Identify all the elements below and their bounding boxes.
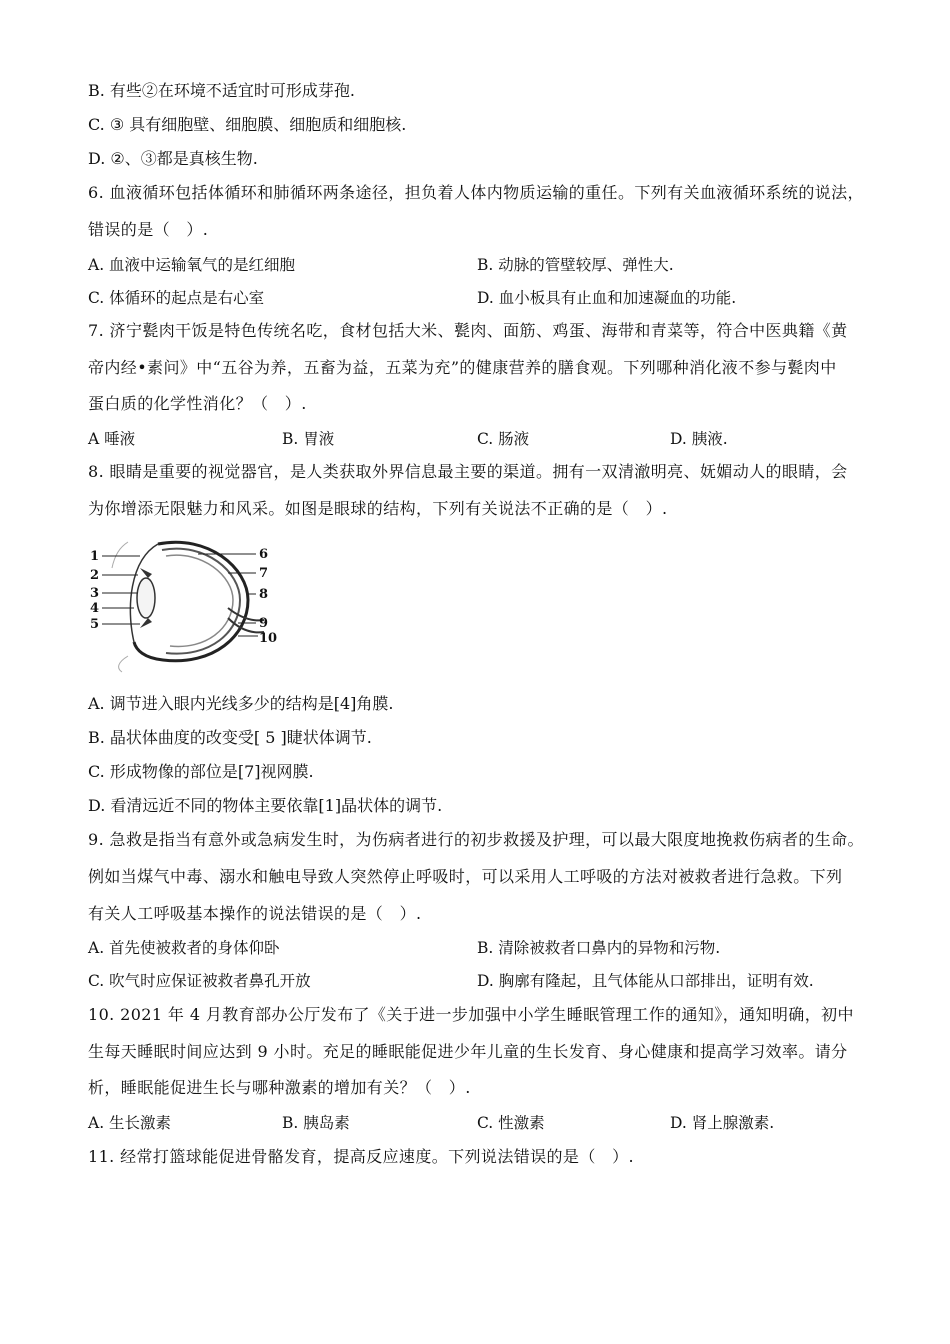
q10-stem-line2: 生每天睡眠时间应达到 9 小时。充足的睡眠能促进少年儿童的生长发育、身心健康和提高学习效率。请分: [88, 1042, 848, 1061]
q11-stem-line1: 11. 经常打篮球能促进骨骼发育，提高反应速度。下列说法错误的是（ ）.: [88, 1147, 635, 1166]
choroid-outline: [162, 549, 240, 654]
q8-option-b: B. 晶状体曲度的改变受[ 5 ]睫状体调节.: [88, 728, 372, 747]
eyeball-diagram: [88, 538, 288, 673]
eye-label-6: 6: [259, 547, 269, 562]
q7-option-d: D. 胰液.: [670, 430, 728, 448]
q8-option-c: C. 形成物像的部位是[7]视网膜.: [88, 762, 314, 781]
q9-stem-line1: 9. 急救是指当有意外或急病发生时，为伤病者进行的初步救援及护理，可以最大限度地挽救伤病者的生命。: [88, 830, 864, 849]
q7-option-c: C. 肠液: [477, 430, 530, 448]
q9-option-a: A. 首先使被救者的身体仰卧: [88, 939, 280, 957]
q10-option-d: D. 肾上腺激素.: [670, 1114, 775, 1132]
eye-label-4: 4: [90, 601, 100, 616]
eye-label-2: 2: [90, 568, 100, 583]
q9-stem-line2: 例如当煤气中毒、溺水和触电导致人突然停止呼吸时，可以采用人工呼吸的方法对被救者进行急救。下列: [88, 867, 843, 886]
q6-option-b: B. 动脉的管壁较厚、弹性大.: [477, 256, 674, 274]
q8-stem-line2: 为你增添无限魅力和风采。如图是眼球的结构，下列有关说法不正确的是（ ）.: [88, 499, 668, 518]
q10-stem-line1: 10. 2021 年 4 月教育部办公厅发布了《关于进一步加强中小学生睡眠管理工作的通知》，通知明确，初中: [88, 1005, 854, 1024]
q7-stem-line2: 帝内经•素问》中“五谷为养，五畜为益，五菜为充”的健康营养的膳食观。下列哪种消化液不参与甏肉中: [88, 358, 837, 377]
q6-option-a: A. 血液中运输氧气的是红细胞: [88, 256, 296, 274]
q7-stem-line1: 7. 济宁甏肉干饭是特色传统名吃，食材包括大米、甏肉、面筋、鸡蛋、海带和青菜等，符合中医典籍《黄: [88, 321, 848, 340]
q8-option-a: A. 调节进入眼内光线多少的结构是[4]角膜.: [88, 694, 394, 713]
q8-option-d: D. 看清远近不同的物体主要依靠[1]晶状体的调节.: [88, 796, 443, 815]
eye-label-7: 7: [259, 566, 269, 581]
q7-option-a: A 唾液: [88, 430, 136, 448]
q10-option-b: B. 胰岛素: [282, 1114, 350, 1132]
q9-option-c: C. 吹气时应保证被救者鼻孔开放: [88, 972, 311, 990]
q7-stem-line3: 蛋白质的化学性消化？（ ）.: [88, 394, 307, 413]
eyelid-sketch: [112, 542, 128, 672]
q5-option-c: C. ③ 具有细胞壁、细胞膜、细胞质和细胞核.: [88, 115, 407, 134]
q7-option-b: B. 胃液: [282, 430, 335, 448]
q9-option-d: D. 胸廓有隆起，且气体能从口部排出，证明有效.: [477, 972, 814, 990]
q9-option-b: B. 清除被救者口鼻内的异物和污物.: [477, 939, 721, 957]
lens-shape: [137, 578, 155, 618]
q5-option-b: B. 有些②在环境不适宜时可形成芽孢.: [88, 81, 356, 100]
eye-label-8: 8: [259, 587, 269, 602]
q10-option-a: A. 生长激素: [88, 1114, 172, 1132]
q6-option-c: C. 体循环的起点是右心室: [88, 289, 265, 307]
q10-option-c: C. 性激素: [477, 1114, 545, 1132]
q6-stem-line2: 错误的是（ ）.: [88, 220, 209, 239]
q8-stem-line1: 8. 眼睛是重要的视觉器官，是人类获取外界信息最主要的渠道。拥有一双清澈明亮、妩媚动人的眼睛，会: [88, 462, 848, 481]
q9-stem-line3: 有关人工呼吸基本操作的说法错误的是（ ）.: [88, 904, 422, 923]
eye-label-3: 3: [90, 586, 100, 601]
eye-label-10: 10: [259, 631, 278, 646]
eye-label-5: 5: [90, 617, 100, 632]
eye-label-1: 1: [90, 549, 100, 564]
q6-stem-line1: 6. 血液循环包括体循环和肺循环两条途径，担负着人体内物质运输的重任。下列有关血液循环系统的说法，: [88, 183, 864, 202]
retina-outline: [166, 555, 233, 646]
q6-option-d: D. 血小板具有止血和加速凝血的功能.: [477, 289, 737, 307]
q5-option-d: D. ②、③都是真核生物.: [88, 149, 258, 168]
eye-label-9: 9: [259, 616, 269, 631]
q10-stem-line3: 析，睡眠能促进生长与哪种激素的增加有关？（ ）.: [88, 1078, 471, 1097]
